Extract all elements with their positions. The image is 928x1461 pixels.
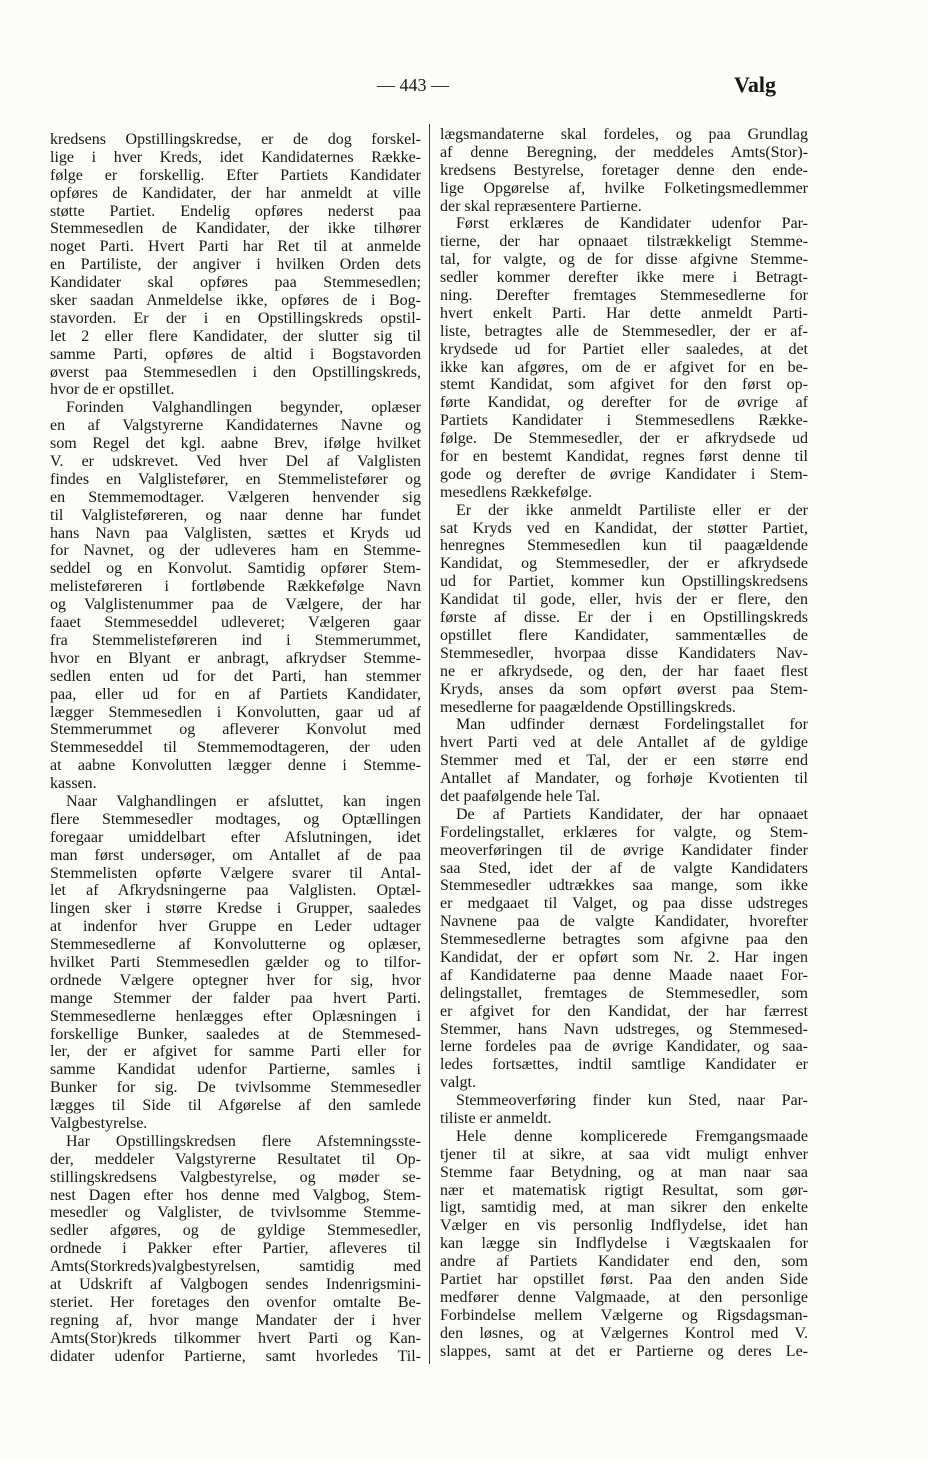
text-line: mange Stemmer der falder paa hvert Parti. (50, 989, 421, 1007)
text-line: mesedlerne for paagældende Opstillingskreds. (440, 698, 736, 716)
text-line: første af disse. Er der i en Opstillingskreds (440, 609, 808, 627)
text-line: delingstallet, fremtages de Stemmesedler, som (440, 984, 808, 1002)
text-line: samme Kandidat udenfor Partierne, samles i (50, 1061, 421, 1079)
text-line: tal, for valgte, og de for disse afgivne Stemme- (440, 251, 808, 269)
text-line: ordnede Vælgere optegner hver for sig, hvor (50, 971, 421, 989)
text-line: øverst paa Stemmesedlen i den Opstillingskreds, (50, 363, 421, 381)
text-line: ligt, samtidig med, at man sikrer den enkelte (440, 1199, 808, 1217)
text-line: Stemmesedlerne af Konvolutterne og oplæser, (50, 936, 421, 954)
text-line: Kryds, anses da som opført øverst paa Stem- (440, 680, 808, 698)
text-line: ler, der er afgivet for samme Parti eller for (50, 1043, 421, 1061)
text-line: Har Opstillingskredsen flere Afstemningsste- (66, 1132, 421, 1150)
text-line: hvor en Blyant er anbragt, afkrydser Stemme- (50, 649, 421, 667)
text-line: Vælger en vis personlig Indflydelse, idet han (440, 1217, 808, 1235)
text-line: Fordelingstallet, erklæres for valgte, og Stem- (440, 823, 808, 841)
paragraph (440, 1092, 808, 1128)
text-line: mesedler og Valglister, de tvivlsomme Stemme- (50, 1204, 421, 1222)
text-line: at indenfor hver Gruppe en Leder udtager (50, 918, 421, 936)
text-line: kredsens Opstillingskredse, er de dog forskel- (50, 131, 421, 148)
text-line: hvor de er opstillet. (50, 381, 175, 399)
text-line: melisteføreren i fortløbende Rækkefølge Navn (50, 578, 421, 596)
text-line: Stemmeseddel til Stemmemodtageren, der uden (50, 739, 421, 757)
text-line: seddel og en Konvolut. Samtidig opfører Stem- (50, 560, 421, 578)
text-line: Stemmesedler udtrækkes saa mange, som ikke (440, 877, 808, 895)
text-line: førte Kandidat, og derefter for de øvrige af (440, 394, 808, 412)
text-line: hvert Parti ved at dele Antallet af de gyldige (440, 734, 808, 752)
text-line: valgt. (440, 1074, 476, 1092)
text-line: ne er afkrydsede, og den, der har faaet flest (440, 662, 808, 680)
paragraph (440, 1128, 808, 1361)
text-line: let af Afkrydsningerne paa Valglisten. Optæl- (50, 882, 421, 900)
text-line: nær et matematisk rigtigt Resultat, som gør- (440, 1181, 808, 1199)
text-line: faaet Stemmeseddel udleveret; Vælgeren gaar (50, 614, 421, 632)
paragraph (50, 399, 421, 793)
text-line: Stemme faar Betydning, og at man naar saa (440, 1163, 808, 1181)
text-line: tierne, der har opnaaet tilstrækkeligt Stemme- (440, 233, 808, 251)
paragraph (440, 806, 808, 1092)
column-divider (429, 124, 430, 1364)
text-line: at aabne Konvolutten lægger denne i Stemme- (50, 757, 421, 775)
paragraph (50, 131, 421, 399)
text-line: den løsnes, og at Vælgernes Kontrol med V. (440, 1324, 808, 1342)
text-line: Navnene paa de valgte Kandidater, hvorefter (440, 913, 808, 931)
text-line: lægsmandaterne skal fordeles, og paa Grundlag (440, 126, 808, 143)
text-line: lægges til Side til Afgørelse af den samlede (50, 1097, 421, 1115)
text-line: regning af, hvor mange Mandater der i hver (50, 1311, 421, 1329)
text-line: paa, eller ud for en af Partiets Kandidater, (50, 685, 421, 703)
text-line: V. er udskrevet. Ved hver Del af Valglisten (50, 453, 421, 471)
text-line: ud for Partiet, kommer kun Opstillingskredsens (440, 573, 808, 591)
text-line: af Kandidaterne paa denne Maade naaet For- (440, 966, 808, 984)
text-line: krydsede ud for Partiet eller saaledes, at det (440, 340, 808, 358)
text-line: opføres de Kandidater, der har anmeldt at ville (50, 184, 421, 202)
text-line: af denne Beregning, der meddeles Amts(Stor)- (440, 143, 808, 161)
text-line: gode og derefter de øvrige Kandidater i Stem- (440, 465, 808, 483)
text-line: Stemmerummet og afleverer Konvolut med (50, 721, 421, 739)
text-line: det paafølgende hele Tal. (440, 787, 601, 805)
text-line: Valgbestyrelse. (50, 1114, 148, 1132)
text-line: for Navnet, og der udleveres ham en Stemme- (50, 542, 421, 560)
text-line: Er der ikke anmeldt Partiliste eller er der (456, 501, 808, 519)
page-number: — 443 — (377, 75, 449, 95)
text-line: Stemmeoverføring finder kun Sted, naar Par- (456, 1092, 808, 1110)
text-line: hvilket Parti Stemmesedlen gælder og to tilfor- (50, 953, 421, 971)
text-line: mesedlens Rækkefølge. (440, 483, 592, 501)
text-line: stemt Kandidat, som afgivet for den først op- (440, 376, 808, 394)
text-line: medfører denne Valgmaade, at den personlige (440, 1288, 808, 1306)
text-line: Stemmer med et Tal, der er een større end (440, 752, 808, 770)
text-line: og Valglistenummer paa de Vælgere, der har (50, 596, 421, 614)
text-line: findes en Valglistefører, en Stemmelistefører og (50, 470, 421, 488)
text-line: slappes, samt at det er Partierne og deres Le- (440, 1342, 808, 1360)
text-line: ledes fortsættes, indtil samtlige Kandidater er (440, 1056, 808, 1074)
paragraph (50, 793, 421, 1133)
text-line: en af Valgstyrerne Kandidaternes Navne og (50, 417, 421, 435)
text-line: støtte Partiet. Endelig opføres nederst paa (50, 202, 421, 220)
text-line: sedler kommer derefter ikke mere i Betragt- (440, 269, 808, 287)
text-line: ordnede i Pakker efter Partier, afleveres til (50, 1240, 421, 1258)
text-line: Forbindelse mellem Vælgerne og Rigsdagsman- (440, 1306, 808, 1324)
text-line: noget Parti. Hvert Parti har Ret til at anmelde (50, 238, 421, 256)
text-line: Kandidater skal opføres paa Stemmesedlen; (50, 274, 421, 292)
paragraph (440, 126, 808, 215)
text-line: Bunker for sig. De tvivlsomme Stemmesedler (50, 1079, 421, 1097)
paragraph (440, 716, 808, 805)
text-line: Antallet af Mandater, og forhøje Kvotienten til (440, 770, 808, 788)
text-line: at Udskrift af Valgbogen sendes Indenrigsmini- (50, 1276, 421, 1293)
text-line: en Stemmemodtager. Vælgeren henvender sig (50, 488, 421, 506)
text-line: Stemmesedler, hvorpaa disse Kandidaters Nav- (440, 644, 808, 662)
text-line: kan lægge sin Indflydelse i Vægtskaalen for (440, 1235, 808, 1253)
text-line: en Partiliste, der angiver i hvilken Orden dets (50, 256, 421, 274)
text-line: kredsens Bestyrelse, foretager denne den ende- (440, 161, 808, 179)
text-line: følge. De Stemmesedler, der er afkrydsede ud (440, 430, 808, 448)
text-line: hans Navn paa Valglisten, sættes et Kryds ud (50, 524, 421, 542)
text-line: sker saadan Anmeldelse ikke, opføres de i Bog- (50, 292, 421, 310)
text-line: lingen sker i større Kredse i Grupper, saaledes (50, 900, 421, 918)
text-line: følge er forskellig. Efter Partiets Kandidater (50, 166, 421, 184)
text-line: Man udfinder dernæst Fordelingstallet for (456, 716, 808, 734)
text-line: fra Stemmelisteføreren ind i Stemmerummet, (50, 631, 421, 649)
text-line: stavorden. Er der i en Opstillingskreds opstil- (50, 309, 421, 327)
text-line: liste, betragtes alle de Stemmesedler, der er af- (440, 322, 808, 340)
text-line: forskellige Bunker, saaledes at de Stemmesed- (50, 1025, 421, 1043)
left-column (50, 131, 421, 1365)
text-line: didater udenfor Partierne, samt hvorledes Til- (50, 1347, 421, 1365)
text-line: Stemmelisten opførte Vælgere svarer til Antal- (50, 864, 421, 882)
text-line: nest Dagen efter hos denne med Valgbog, Stem- (50, 1186, 421, 1204)
text-line: opstillet flere Kandidater, sammentælles de (440, 626, 808, 644)
text-line: tiliste er anmeldt. (440, 1109, 552, 1127)
text-line: er medgaaet til Valget, og paa disse udstreges (440, 895, 808, 913)
text-line: for en bestemt Kandidat, regnes først denne til (440, 448, 808, 466)
text-line: som Regel det kgl. aabne Brev, ifølge hvilket (50, 435, 421, 453)
text-line: Kandidat til gode, eller, hvis der er flere, den (440, 591, 808, 609)
text-line: Stemmesedlerne henlægges efter Oplæsningen i (50, 1007, 421, 1025)
text-line: der, meddeler Valgstyrerne Resultatet til Op- (50, 1150, 421, 1168)
text-line: Stemmesedlerne betragtes som afgivne paa den (440, 931, 808, 949)
text-line: Først erklæres de Kandidater udenfor Par- (456, 215, 808, 233)
text-line: foregaar umiddelbart efter Afslutningen, idet (50, 828, 421, 846)
text-line: stillingskredsens Valgbestyrelse, og møder se- (50, 1168, 421, 1186)
text-line: Stemmer, hans Navn udstreges, og Stemmesed- (440, 1020, 808, 1038)
text-line: ikke kan afgøres, om de er afgivet for en be- (440, 358, 808, 376)
text-line: andre af Partiets Kandidater end den, som (440, 1253, 808, 1271)
text-line: Forinden Valghandlingen begynder, oplæser (66, 399, 421, 417)
section-title: Valg (734, 72, 776, 97)
text-line: er afgivet for den Kandidat, der har færrest (440, 1002, 808, 1020)
text-line: Stemmesedlen de Kandidater, der ikke tilhører (50, 220, 421, 238)
text-line: Naar Valghandlingen er afsluttet, kan ingen (66, 792, 421, 810)
paragraph (440, 502, 808, 717)
text-line: lerne fordeles paa de øvrige Kandidater, og saa- (440, 1038, 808, 1056)
paragraph (50, 1133, 421, 1366)
text-line: Amts(Stor)kreds tilkommer hvert Parti og Kan- (50, 1329, 421, 1347)
paragraph (440, 215, 808, 501)
text-line: let 2 eller flere Kandidater, der slutter sig til (50, 327, 421, 345)
text-line: man først undersøger, om Antallet af de paa (50, 846, 421, 864)
text-line: samme Parti, opføres de altid i Bogstavorden (50, 345, 421, 363)
text-line: De af Partiets Kandidater, der har opnaaet (456, 805, 808, 823)
text-line: sedler afgøres, og de gyldige Stemmesedler, (50, 1222, 421, 1240)
text-line: Kandidat, der er opført som Nr. 2. Har ingen (440, 948, 808, 966)
text-line: henregnes Stemmesedlen kun til paagældende (440, 537, 808, 555)
text-line: lige i hver Kreds, idet Kandidaternes Række- (50, 148, 421, 166)
text-line: tjener til at sikre, at saa vidt muligt enhver (440, 1145, 808, 1163)
text-line: saa Sted, idet der af de valgte Kandidaters (440, 859, 808, 877)
right-column (440, 126, 808, 1360)
text-line: lige Opgørelse af, hvilke Folketingsmedlemmer (440, 179, 808, 197)
text-line: Kandidat, og Stemmesedler, der er afkrydsede (440, 555, 808, 573)
text-line: sedlen enten ud for det Parti, han stemmer (50, 667, 421, 685)
text-line: hvert enkelt Parti. Har dette anmeldt Parti- (440, 304, 808, 322)
text-line: Partiet har opstillet først. Paa den anden Side (440, 1271, 808, 1288)
text-line: Hele denne komplicerede Fremgangsmaade (456, 1127, 808, 1145)
text-line: der skal repræsentere Partierne. (440, 197, 642, 215)
text-line: Amts(Storkreds)valgbestyrelsen, samtidig med (50, 1258, 421, 1276)
text-line: lægger Stemmesedlen i Konvolutten, gaar ud af (50, 703, 421, 721)
text-line: flere Stemmesedler modtages, og Optællingen (50, 810, 421, 828)
text-line: steriet. Her foretages den ovenfor omtalte Be- (50, 1293, 421, 1311)
text-line: Partiets Kandidater i Stemmesedlens Række- (440, 412, 808, 430)
text-line: til Valglisteføreren, og naar denne har fundet (50, 506, 421, 524)
text-line: sat Kryds ved en Kandidat, der støtter Partiet, (440, 519, 808, 537)
text-line: kassen. (50, 775, 97, 793)
text-line: meoverføringen til de øvrige Kandidater finder (440, 841, 808, 859)
text-line: ning. Derefter fremtages Stemmesedlerne for (440, 287, 808, 305)
